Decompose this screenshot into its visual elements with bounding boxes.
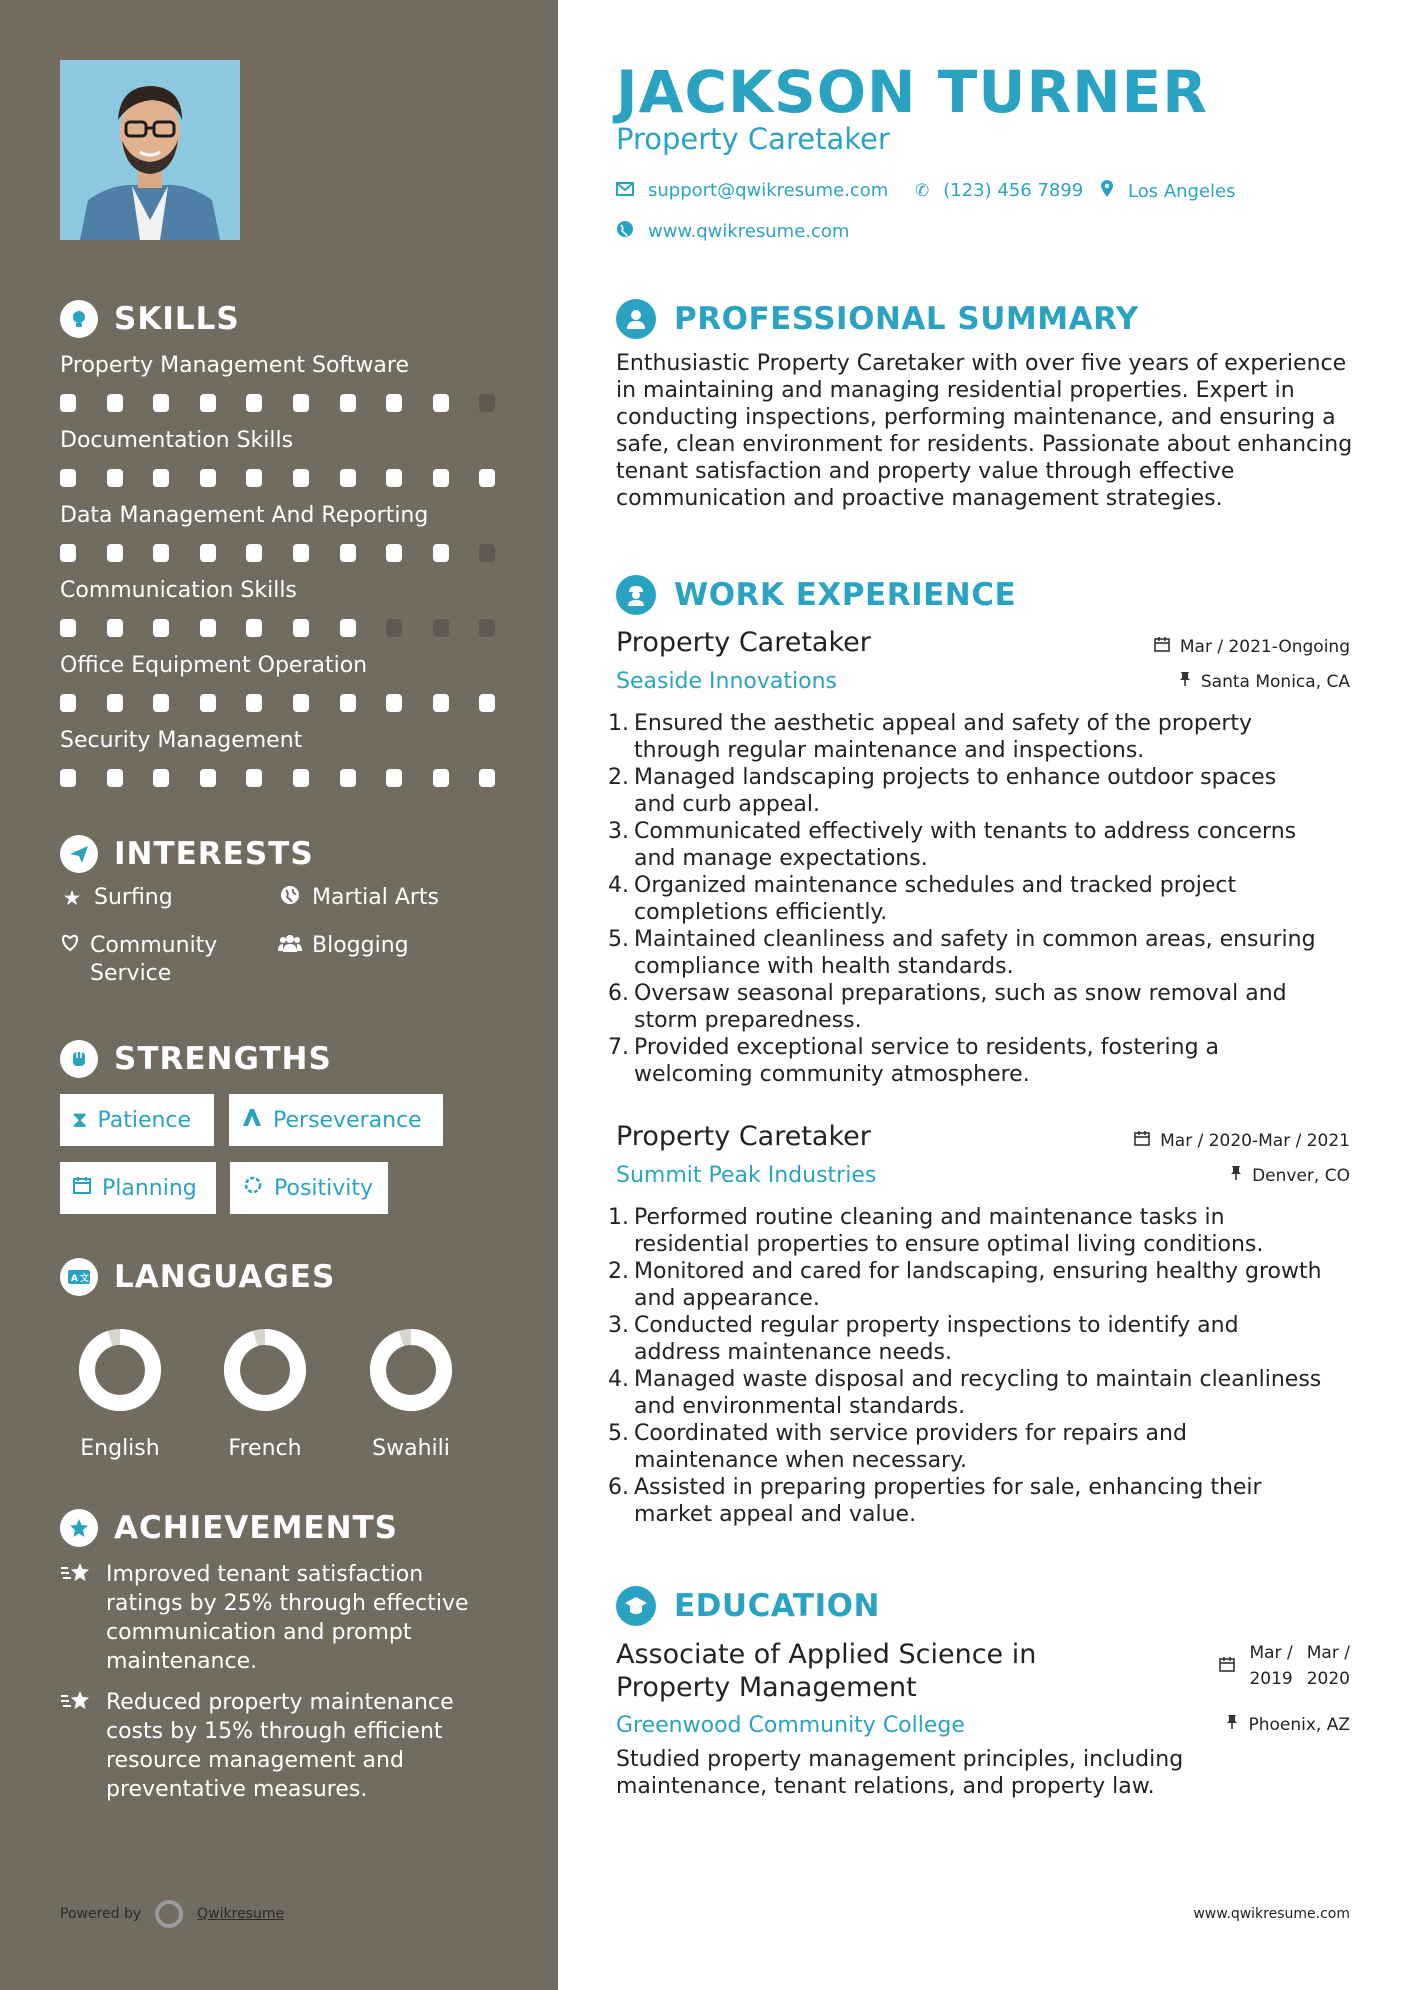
job-date-text: Mar / 2021-Ongoing — [1179, 636, 1350, 657]
svg-text:A: A — [71, 1274, 79, 1284]
skill-dot-filled — [200, 394, 216, 412]
interest-label: Surfing — [94, 885, 173, 910]
pushpin-icon — [1179, 671, 1191, 692]
bullet-line: Monitored and cared for landscaping, ensuring healthy growth — [634, 1259, 1322, 1284]
skill-dot-filled — [60, 469, 76, 487]
skill-item — [60, 727, 500, 787]
bullet-line: market appeal and value. — [634, 1502, 917, 1527]
bullet-line: Managed waste disposal and recycling to maintain cleanliness — [634, 1367, 1322, 1392]
skill-dot-filled — [340, 544, 356, 562]
skill-item — [60, 577, 500, 637]
skill-rating — [60, 544, 500, 562]
calendar-icon — [1219, 1640, 1235, 1692]
summary-title: PROFESSIONAL SUMMARY — [674, 301, 1139, 337]
skill-dot-empty — [479, 544, 495, 562]
strength-chip — [60, 1162, 216, 1214]
star-icon: ★ — [62, 886, 82, 910]
skill-label: Security Management — [60, 728, 303, 753]
sidebar — [0, 0, 558, 1990]
job-location — [1230, 1165, 1350, 1186]
education-location — [1226, 1714, 1350, 1735]
bullet-line: and curb appeal. — [634, 792, 820, 817]
skill-dot-filled — [153, 619, 169, 637]
job-bullet — [608, 926, 1368, 980]
strength-label: Planning — [102, 1175, 197, 1201]
bullet-text — [634, 872, 1236, 926]
strength-label: Positivity — [274, 1175, 374, 1201]
skill-dot-filled — [60, 394, 76, 412]
skill-dot-filled — [293, 769, 309, 787]
bullet-line: Conducted regular property inspections to identify and — [634, 1313, 1239, 1338]
main-content — [558, 0, 1407, 1990]
phone-text[interactable]: (123) 456 7899 — [943, 180, 1084, 201]
job-bullet — [608, 1420, 1368, 1474]
experience-title: WORK EXPERIENCE — [674, 577, 1017, 613]
skill-dot-filled — [386, 469, 402, 487]
bullet-line: Provided exceptional service to residents, fostering a — [634, 1035, 1220, 1060]
bullet-line: compliance with health standards. — [634, 954, 1014, 979]
job-location — [1179, 671, 1350, 692]
education-title: EDUCATION — [674, 1588, 880, 1624]
candidate-name: JACKSON TURNER — [616, 58, 1208, 126]
strengths-title: STRENGTHS — [114, 1041, 332, 1077]
hourglass-icon: ⧗ — [72, 1107, 88, 1133]
job-date-text: Mar / 2020-Mar / 2021 — [1160, 1130, 1350, 1151]
skill-dot-filled — [60, 694, 76, 712]
language-item — [60, 1326, 180, 1461]
worker-icon — [616, 575, 656, 615]
job-location-text: Denver, CO — [1252, 1165, 1350, 1186]
skill-dot-empty — [433, 619, 449, 637]
website-text[interactable]: www.qwikresume.com — [648, 221, 850, 242]
skill-dot-filled — [246, 544, 262, 562]
education-start — [1249, 1640, 1292, 1692]
skill-dot-filled — [153, 694, 169, 712]
bullet-number: 2. — [608, 1259, 629, 1284]
job-bullet — [608, 1474, 1368, 1528]
interest-item — [60, 932, 260, 988]
skill-item — [60, 652, 500, 712]
skill-dot-filled — [340, 469, 356, 487]
job-bullet — [608, 872, 1368, 926]
skill-label: Office Equipment Operation — [60, 653, 368, 678]
paper-plane-icon — [60, 835, 98, 873]
interests-heading — [60, 835, 314, 873]
summary-heading — [616, 299, 1139, 339]
bullet-line: Assisted in preparing properties for sale, enhancing their — [634, 1475, 1262, 1500]
bullet-line: welcoming community atmosphere. — [634, 1062, 1030, 1087]
contact-email[interactable] — [616, 180, 888, 201]
map-pin-icon — [1100, 180, 1114, 203]
end-year: 2020 — [1306, 1669, 1350, 1689]
skill-dot-filled — [386, 694, 402, 712]
medal-star-icon — [60, 1509, 98, 1547]
language-ring — [76, 1326, 164, 1414]
job-bullet — [608, 1204, 1368, 1258]
phone-icon: ✆ — [915, 180, 930, 201]
skill-dot-filled — [200, 619, 216, 637]
skill-dot-filled — [340, 394, 356, 412]
achievement-item — [60, 1560, 490, 1676]
bullet-line: Managed landscaping projects to enhance outdoor spaces — [634, 765, 1277, 790]
skill-dot-filled — [386, 394, 402, 412]
qwikresume-logo-icon — [155, 1900, 183, 1928]
bullet-line: Communicated effectively with tenants to address concerns — [634, 819, 1297, 844]
skill-dot-filled — [60, 769, 76, 787]
end-month: Mar / — [1306, 1643, 1350, 1663]
job-bullets — [608, 710, 1368, 1088]
bullet-text — [634, 1474, 1262, 1528]
bullet-number: 7. — [608, 1035, 629, 1060]
education-description: Studied property management principles, including maintenance, tenant relations, and property law. — [616, 1747, 1184, 1799]
skill-dot-filled — [386, 544, 402, 562]
email-text[interactable]: support@qwikresume.com — [648, 180, 889, 201]
skill-rating — [60, 694, 500, 712]
footer-url[interactable]: www.qwikresume.com — [1193, 1906, 1350, 1922]
school-name: Greenwood Community College — [616, 1713, 965, 1738]
language-label: French — [228, 1436, 302, 1461]
skill-dot-filled — [246, 469, 262, 487]
bullet-line: storm preparedness. — [634, 1008, 862, 1033]
contact-website[interactable] — [616, 220, 849, 243]
strength-chip — [230, 1162, 388, 1214]
skill-dot-filled — [433, 769, 449, 787]
bullet-number: 6. — [608, 981, 629, 1006]
skill-dot-filled — [60, 544, 76, 562]
skill-dot-filled — [246, 619, 262, 637]
skill-dot-filled — [200, 469, 216, 487]
bullet-line: through regular maintenance and inspections. — [634, 738, 1145, 763]
skill-dot-filled — [433, 394, 449, 412]
skill-dot-filled — [246, 769, 262, 787]
job-location-text: Santa Monica, CA — [1200, 671, 1350, 692]
candidate-role: Property Caretaker — [616, 122, 890, 156]
skill-dot-filled — [293, 469, 309, 487]
skill-rating — [60, 469, 500, 487]
skill-dot-filled — [340, 769, 356, 787]
skill-dot-filled — [293, 394, 309, 412]
skill-rating — [60, 769, 500, 787]
profile-photo — [60, 60, 240, 240]
achievement-text: Improved tenant satisfaction ratings by 25% through effective communication and prompt maintenance. — [106, 1562, 469, 1674]
contact-location — [1100, 180, 1236, 203]
skill-dot-filled — [479, 769, 495, 787]
skill-dot-filled — [107, 394, 123, 412]
bullet-text — [634, 1420, 1187, 1474]
skill-dot-filled — [293, 544, 309, 562]
skill-dot-filled — [293, 619, 309, 637]
globe-icon — [278, 884, 302, 912]
sun-icon — [242, 1174, 264, 1202]
strength-label: Perseverance — [273, 1107, 422, 1133]
skill-item — [60, 427, 500, 487]
job-bullet — [608, 1034, 1368, 1088]
strengths-heading — [60, 1040, 332, 1078]
skill-dot-filled — [200, 544, 216, 562]
start-month: Mar / — [1249, 1643, 1293, 1663]
experience-heading — [616, 575, 1016, 615]
start-year: 2019 — [1249, 1669, 1293, 1689]
calendar-icon — [1154, 636, 1170, 657]
bullet-line: Ensured the aesthetic appeal and safety of the property — [634, 711, 1253, 736]
fist-icon — [60, 1040, 98, 1078]
language-ring-fill — [232, 1337, 298, 1403]
skill-rating — [60, 619, 500, 637]
job-bullet — [608, 1312, 1368, 1366]
skill-dot-filled — [433, 694, 449, 712]
job-date — [1134, 1130, 1350, 1151]
achievements-heading — [60, 1509, 398, 1547]
skill-dot-filled — [153, 544, 169, 562]
interest-label: Community Service — [90, 933, 218, 986]
language-item — [351, 1326, 471, 1461]
svg-text:文: 文 — [80, 1274, 91, 1284]
skill-label: Property Management Software — [60, 353, 409, 378]
bullet-line: Performed routine cleaning and maintenance tasks in — [634, 1205, 1225, 1230]
skill-dot-filled — [433, 544, 449, 562]
skill-dot-empty — [479, 619, 495, 637]
globe-icon — [616, 220, 634, 243]
bullet-number: 3. — [608, 819, 629, 844]
job-bullet — [608, 1366, 1368, 1420]
bullet-number: 1. — [608, 711, 629, 736]
job-bullet — [608, 1258, 1368, 1312]
bullet-line: Maintained cleanliness and safety in common areas, ensuring — [634, 927, 1316, 952]
envelope-icon — [616, 181, 634, 201]
skill-dot-filled — [433, 469, 449, 487]
calendar-icon — [72, 1175, 92, 1201]
bullet-text — [634, 1204, 1263, 1258]
skill-item — [60, 502, 500, 562]
powered-by — [60, 1900, 284, 1928]
summary-text: Enthusiastic Property Caretaker with over five years of experience in maintaining and managing residential properties. Expert in conducting inspections, performing maintenance, and ensuring a safe, clean environment for residents. Passionate about enhancing tenant satisfaction and property value through effective communication and proactive management strategies. — [616, 351, 1353, 511]
bullet-line: Oversaw seasonal preparations, such as snow removal and — [634, 981, 1287, 1006]
language-ring-fill — [87, 1337, 153, 1403]
skill-dot-filled — [107, 544, 123, 562]
company-name: Summit Peak Industries — [616, 1163, 877, 1188]
bullet-text — [634, 1312, 1239, 1366]
achievement-text: Reduced property maintenance costs by 15% through efficient resource management and preventative measures. — [106, 1690, 454, 1802]
language-icon — [60, 1258, 98, 1296]
skill-dot-empty — [479, 394, 495, 412]
interest-item — [278, 932, 409, 960]
user-icon — [616, 299, 656, 339]
language-label: Swahili — [372, 1436, 450, 1461]
skill-dot-filled — [153, 469, 169, 487]
bullet-text — [634, 980, 1287, 1034]
skill-dot-filled — [107, 769, 123, 787]
bullet-number: 6. — [608, 1475, 629, 1500]
skill-dot-filled — [479, 469, 495, 487]
graduation-icon — [616, 1586, 656, 1626]
bullet-line: address maintenance needs. — [634, 1340, 952, 1365]
job-bullet — [608, 764, 1368, 818]
skill-rating — [60, 394, 500, 412]
pushpin-icon — [1230, 1165, 1242, 1186]
qwikresume-link[interactable]: Qwikresume — [197, 1906, 285, 1922]
bullet-text — [634, 818, 1296, 872]
bullet-line: residential properties to ensure optimal living conditions. — [634, 1232, 1264, 1257]
bullet-number: 4. — [608, 873, 629, 898]
users-icon — [278, 932, 302, 960]
bullet-line: maintenance when necessary. — [634, 1448, 967, 1473]
job-date — [1154, 636, 1350, 657]
interest-item — [60, 884, 173, 912]
strength-chip — [60, 1094, 214, 1146]
language-ring — [367, 1326, 455, 1414]
skill-dot-filled — [479, 694, 495, 712]
languages-heading — [60, 1258, 335, 1296]
bullet-text — [634, 1366, 1321, 1420]
skill-dot-filled — [107, 469, 123, 487]
interest-label: Blogging — [312, 933, 409, 958]
skill-dot-filled — [293, 694, 309, 712]
strength-label: Patience — [97, 1107, 192, 1133]
degree-line-1: Associate of Applied Science in — [616, 1639, 1037, 1670]
bullet-text — [634, 1258, 1322, 1312]
bullet-line: and appearance. — [634, 1286, 820, 1311]
interests-title: INTERESTS — [114, 836, 314, 872]
skill-dot-filled — [200, 769, 216, 787]
education-location-text: Phoenix, AZ — [1248, 1714, 1350, 1735]
strength-chip — [229, 1094, 443, 1146]
location-text: Los Angeles — [1128, 181, 1236, 202]
degree-line-2: Property Management — [616, 1672, 917, 1703]
bullet-text — [634, 1034, 1219, 1088]
heart-hands-icon — [60, 932, 80, 960]
skill-dot-filled — [107, 619, 123, 637]
bullet-number: 3. — [608, 1313, 629, 1338]
interest-item — [278, 884, 439, 912]
skill-dot-filled — [246, 394, 262, 412]
degree-title — [616, 1638, 1036, 1704]
skill-label: Communication Skills — [60, 578, 297, 603]
skill-dot-filled — [153, 769, 169, 787]
job-bullet — [608, 818, 1368, 872]
education-end — [1307, 1640, 1350, 1692]
bullet-line: Coordinated with service providers for repairs and — [634, 1421, 1187, 1446]
skill-label: Data Management And Reporting — [60, 503, 429, 528]
bullet-line: Organized maintenance schedules and tracked project — [634, 873, 1237, 898]
skill-dot-filled — [153, 394, 169, 412]
skill-label: Documentation Skills — [60, 428, 294, 453]
bullet-text — [634, 926, 1316, 980]
achievement-item — [60, 1688, 490, 1804]
bullet-number: 1. — [608, 1205, 629, 1230]
bullet-line: and manage expectations. — [634, 846, 928, 871]
skill-dot-filled — [60, 619, 76, 637]
pushpin-icon — [1226, 1714, 1238, 1735]
language-ring-fill — [378, 1337, 444, 1403]
job-bullet — [608, 710, 1368, 764]
language-label: English — [80, 1436, 160, 1461]
skill-dot-filled — [246, 694, 262, 712]
language-item — [205, 1326, 325, 1461]
skill-dot-filled — [107, 694, 123, 712]
skill-dot-filled — [340, 694, 356, 712]
achievements-title: ACHIEVEMENTS — [114, 1510, 399, 1546]
shooting-star-icon — [60, 1560, 92, 1676]
bullet-number: 2. — [608, 765, 629, 790]
lightbulb-icon — [60, 300, 98, 338]
bullet-number: 5. — [608, 927, 629, 952]
education-heading — [616, 1586, 880, 1626]
skills-title: SKILLS — [114, 301, 240, 337]
education-date — [1219, 1640, 1350, 1692]
skill-dot-filled — [340, 619, 356, 637]
bullet-line: completions efficiently. — [634, 900, 888, 925]
job-bullet — [608, 980, 1368, 1034]
languages-title: LANGUAGES — [114, 1259, 336, 1295]
climb-icon — [241, 1107, 263, 1133]
bullet-number: 5. — [608, 1421, 629, 1446]
skill-dot-filled — [200, 694, 216, 712]
bullet-text — [634, 710, 1252, 764]
bullet-number: 4. — [608, 1367, 629, 1392]
interest-label: Martial Arts — [312, 885, 440, 910]
skill-dot-filled — [386, 769, 402, 787]
job-title: Property Caretaker — [616, 627, 871, 658]
skill-item — [60, 352, 500, 412]
calendar-icon — [1134, 1130, 1150, 1151]
job-bullets — [608, 1204, 1368, 1528]
company-name: Seaside Innovations — [616, 669, 837, 694]
language-ring — [221, 1326, 309, 1414]
bullet-line: and environmental standards. — [634, 1394, 966, 1419]
contact-phone[interactable] — [915, 180, 1083, 201]
bullet-text — [634, 764, 1276, 818]
skills-heading — [60, 300, 240, 338]
powered-by-label: Powered by — [60, 1906, 142, 1922]
skill-dot-empty — [386, 619, 402, 637]
shooting-star-icon — [60, 1688, 92, 1804]
job-title: Property Caretaker — [616, 1121, 871, 1152]
